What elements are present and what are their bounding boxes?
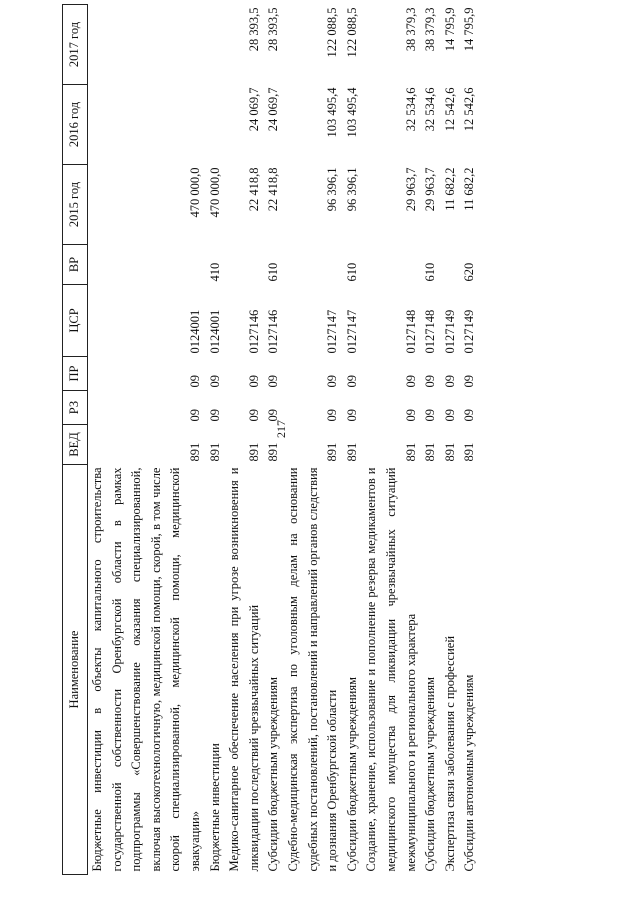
row-rz: 09: [344, 409, 359, 422]
row-2016: 12 542,6: [462, 87, 477, 132]
table-row: [362, 5, 421, 875]
row-2016: 24 069,7: [266, 87, 281, 132]
row-rz: 09: [462, 409, 477, 422]
row-ved: 891: [462, 442, 477, 462]
header-2017: 2017 год: [63, 5, 88, 85]
row-csr: 0127149: [442, 309, 457, 354]
row-rz: 09: [187, 409, 202, 422]
row-vr: 610: [423, 262, 438, 282]
row-vr: 410: [207, 262, 222, 282]
row-rz: 09: [403, 409, 418, 422]
row-ved: 891: [403, 442, 418, 462]
row-2017: 28 393,5: [266, 7, 281, 52]
row-2016: 32 534,6: [403, 87, 418, 132]
row-2015: 470 000,0: [207, 167, 222, 218]
row-name: Субсидии бюджетным учреждениям: [344, 676, 359, 872]
table-row: [343, 5, 363, 875]
row-pr: 09: [344, 375, 359, 388]
row-pr: 09: [187, 375, 202, 388]
row-2016: [88, 85, 206, 165]
row-rz: 09: [423, 409, 438, 422]
row-csr: 0124001: [187, 309, 202, 354]
row-2015: 22 418,8: [266, 167, 281, 212]
row-csr: 0127146: [246, 309, 261, 354]
row-2017: [88, 5, 206, 85]
budget-table-page: [62, 5, 582, 875]
header-vr: ВР: [63, 245, 88, 285]
row-pr: 09: [423, 375, 438, 388]
row-name: Создание, хранение, использование и пополнение резерва медикаментов и медицинского имущества для ликвидации чрезвычайных ситуаций межмуниципального и регионального характера: [364, 467, 418, 872]
row-name: Субсидии бюджетным учреждениям: [423, 676, 438, 872]
row-csr: 0127148: [403, 309, 418, 354]
table-row: [225, 5, 264, 875]
row-csr: 0127147: [325, 309, 340, 354]
row-vr: 610: [266, 262, 281, 282]
table-row: [264, 5, 284, 875]
table-header-row: [63, 5, 88, 875]
row-name: Медико-санитарное обеспечение населения при угрозе возникновения и ликвидации последствий чрезвычайных ситуаций: [227, 467, 261, 872]
row-ved: 891: [325, 442, 340, 462]
row-ved: 891: [207, 442, 222, 462]
row-pr: 09: [462, 375, 477, 388]
row-ved: 891: [344, 442, 359, 462]
header-2015: 2015 год: [63, 165, 88, 245]
row-2016: [206, 85, 226, 165]
row-2016: 32 534,6: [423, 87, 438, 132]
row-rz: 09: [207, 409, 222, 422]
row-2017: 14 795,9: [442, 7, 457, 52]
row-csr: 0127148: [423, 309, 438, 354]
row-2017: 38 379,3: [403, 7, 418, 52]
row-csr: 0124001: [207, 309, 222, 354]
row-2017: [206, 5, 226, 85]
row-csr: 0127146: [266, 309, 281, 354]
row-name: Субсидии автономным учреждениям: [462, 674, 477, 872]
page-number: 217: [274, 420, 288, 438]
row-rz: 09: [442, 409, 457, 422]
header-csr: ЦСР: [63, 285, 88, 357]
row-csr: 0127149: [462, 309, 477, 354]
row-vr: [441, 245, 461, 285]
row-rz: 09: [266, 409, 281, 422]
header-ved: ВЕД: [63, 425, 88, 465]
table-row: [460, 5, 480, 875]
row-2015: 96 396,1: [344, 167, 359, 212]
row-pr: 09: [403, 375, 418, 388]
row-ved: 891: [187, 442, 202, 462]
header-rz: РЗ: [63, 391, 88, 425]
row-vr: 620: [462, 262, 477, 282]
table-row: [206, 5, 226, 875]
row-vr: [284, 245, 343, 285]
row-2015: 11 682,2: [442, 167, 457, 211]
row-vr: [362, 245, 421, 285]
header-pr: ПР: [63, 357, 88, 391]
table-row: [441, 5, 461, 875]
row-rz: 09: [246, 409, 261, 422]
table-row: [88, 5, 206, 875]
row-ved: 891: [246, 442, 261, 462]
row-2015: 29 963,7: [423, 167, 438, 212]
row-ved: 891: [266, 442, 281, 462]
table-row: [284, 5, 343, 875]
row-2017: 38 379,3: [423, 7, 438, 52]
row-2015: 470 000,0: [187, 167, 202, 218]
table-row: [421, 5, 441, 875]
row-2017: 14 795,9: [462, 7, 477, 52]
row-2015: 29 963,7: [403, 167, 418, 212]
row-pr: 09: [207, 375, 222, 388]
row-pr: 09: [325, 375, 340, 388]
row-2017: 28 393,5: [246, 7, 261, 52]
row-rz: 09: [325, 409, 340, 422]
row-vr: [225, 245, 264, 285]
row-2015: 22 418,8: [246, 167, 261, 212]
row-name: Экспертиза связи заболевания с профессией: [442, 635, 457, 872]
row-vr: [88, 245, 206, 285]
row-pr: 09: [246, 375, 261, 388]
row-pr: 09: [442, 375, 457, 388]
row-2016: 12 542,6: [442, 87, 457, 132]
row-ved: 891: [423, 442, 438, 462]
row-name: Бюджетные инвестиции: [207, 743, 222, 872]
row-vr: 610: [344, 262, 359, 282]
header-2016: 2016 год: [63, 85, 88, 165]
row-2017: 122 088,5: [344, 7, 359, 58]
row-pr: 09: [266, 375, 281, 388]
header-name: Наименование: [63, 465, 88, 875]
row-2016: 103 495,4: [325, 87, 340, 138]
row-name: Бюджетные инвестиции в объекты капитального строительства государственной собственности Оренбургской области в рамках подпрограммы «Совершенствование оказания специализированной, включая высокотехнологичную, медицинской помощи, скорой, в том числе скорой специализированной, медицинской помощи, медицинской эвакуации»: [90, 467, 202, 872]
row-2015: 96 396,1: [325, 167, 340, 212]
row-2015: 11 682,2: [462, 167, 477, 211]
row-csr: 0127147: [344, 309, 359, 354]
row-ved: 891: [442, 442, 457, 462]
row-2016: 103 495,4: [344, 87, 359, 138]
budget-table: [62, 4, 480, 875]
row-name: Субсидии бюджетным учреждениям: [266, 676, 281, 872]
row-name: Судебно-медицинская экспертиза по уголовным делам на основании судебных постановлений, постановлений и направлений органов следствия и дознания Оренбургской области: [285, 467, 340, 872]
row-2016: 24 069,7: [246, 87, 261, 132]
row-2017: 122 088,5: [325, 7, 340, 58]
